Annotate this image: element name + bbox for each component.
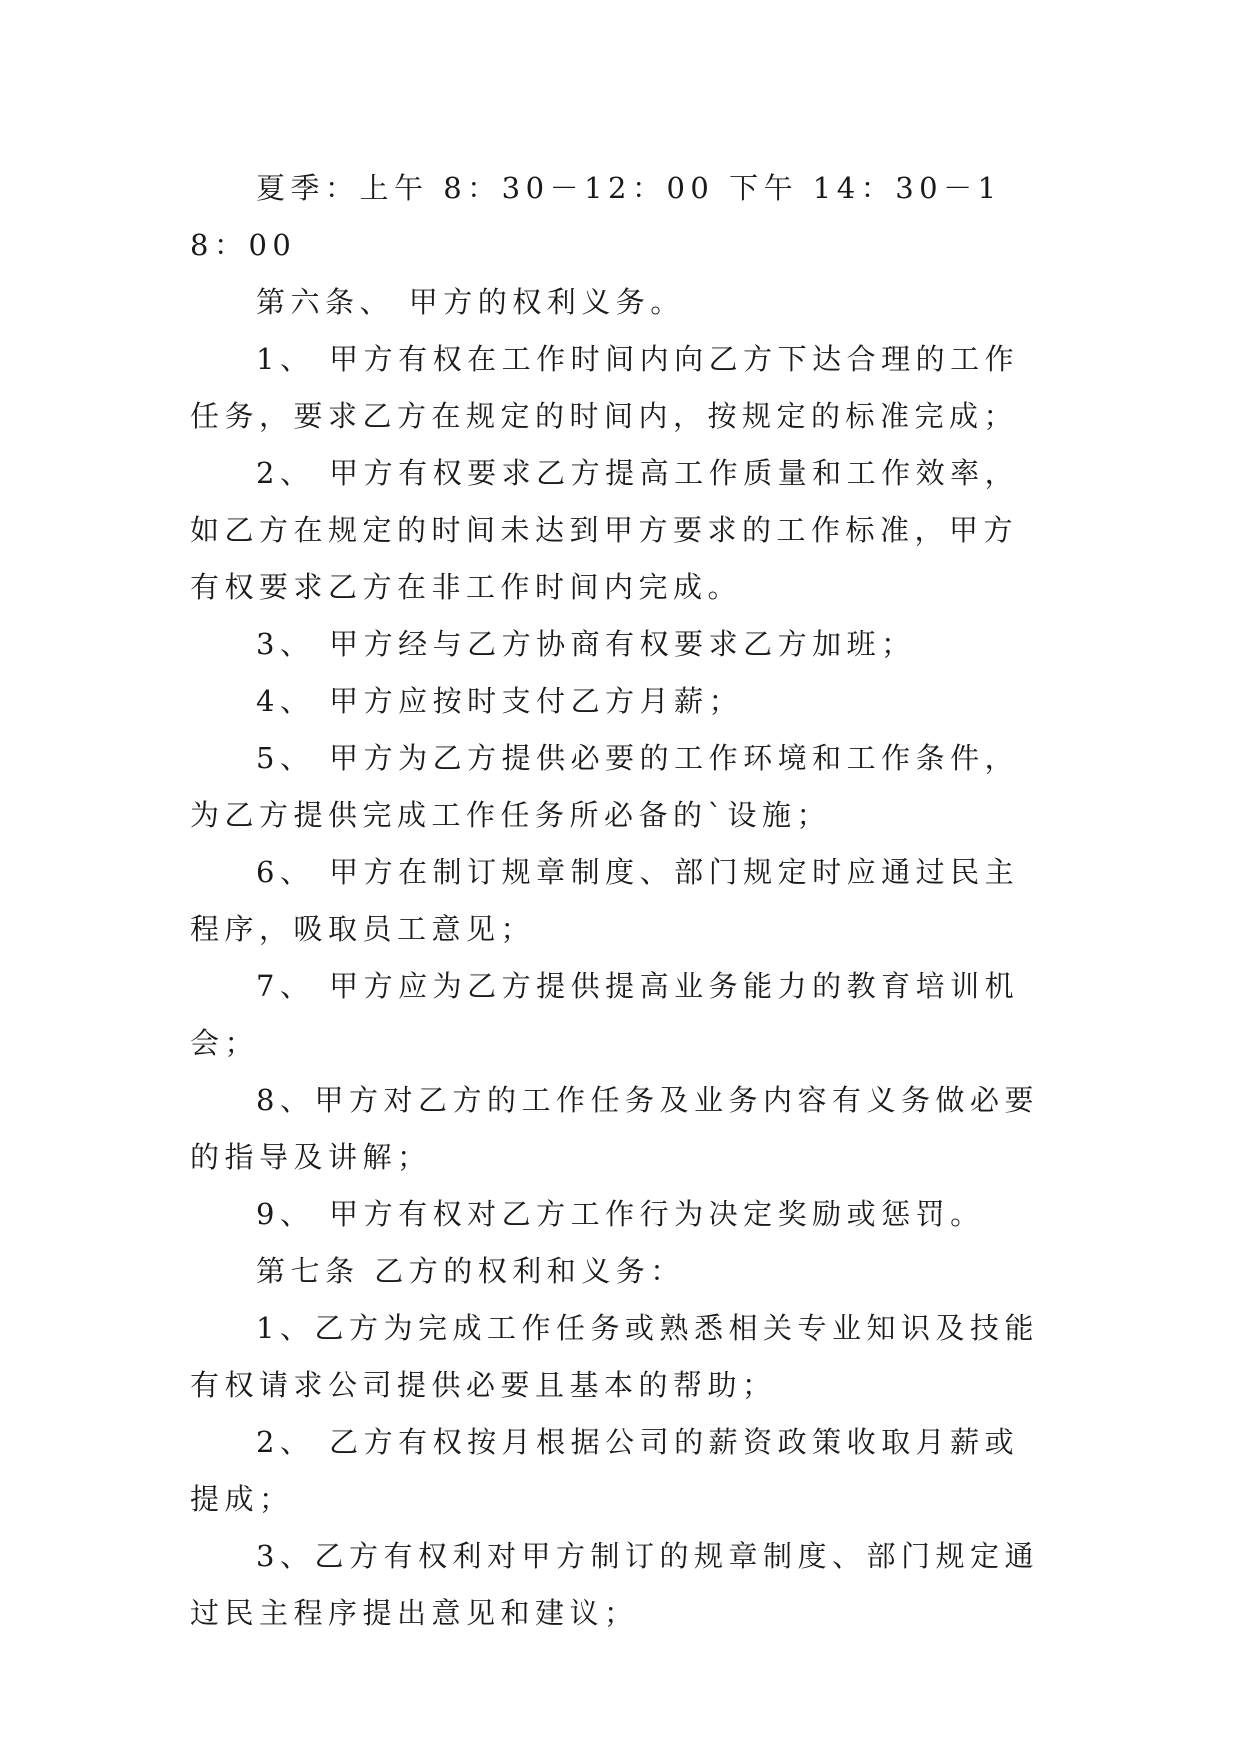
paragraph-summer-hours: 夏季：上午 8：30－12：00 下午 14：30－18：00 bbox=[190, 171, 1002, 262]
paragraph-a6-item-6: 6、 甲方在制订规章制度、部门规定时应通过民主程序，吸取员工意见； bbox=[190, 855, 1020, 946]
paragraph-a7-item-1: 1、乙方为完成工作任务或熟悉相关专业知识及技能有权请求公司提供必要且基本的帮助； bbox=[190, 1311, 1039, 1402]
paragraph-a6-item-4: 4、 甲方应按时支付乙方月薪； bbox=[256, 684, 744, 718]
heading-article-7: 第七条 乙方的权利和义务： bbox=[256, 1254, 685, 1288]
paragraph-a7-item-2: 2、 乙方有权按月根据公司的薪资政策收取月薪或提成； bbox=[190, 1425, 1020, 1516]
paragraph-a6-item-5: 5、 甲方为乙方提供必要的工作环境和工作条件，为乙方提供完成工作任务所必备的`设施； bbox=[190, 741, 1020, 832]
paragraph-a6-item-3: 3、 甲方经与乙方协商有权要求乙方加班； bbox=[256, 627, 916, 661]
heading-article-6: 第六条、 甲方的权利义务。 bbox=[256, 285, 685, 319]
paragraph-a6-item-7: 7、 甲方应为乙方提供提高业务能力的教育培训机会； bbox=[190, 969, 1020, 1060]
document-page bbox=[190, 160, 1052, 1642]
paragraph-a6-item-1: 1、 甲方有权在工作时间内向乙方下达合理的工作任务，要求乙方在规定的时间内，按规定的标准完成； bbox=[190, 342, 1020, 433]
paragraph-a6-item-8: 8、甲方对乙方的工作任务及业务内容有义务做必要的指导及讲解； bbox=[190, 1083, 1039, 1174]
paragraph-a6-item-9: 9、 甲方有权对乙方工作行为决定奖励或惩罚。 bbox=[256, 1197, 985, 1231]
paragraph-a7-item-3: 3、乙方有权利对甲方制订的规章制度、部门规定通过民主程序提出意见和建议； bbox=[190, 1539, 1039, 1630]
paragraph-a6-item-2: 2、 甲方有权要求乙方提高工作质量和工作效率，如乙方在规定的时间未达到甲方要求的工作标准，甲方有权要求乙方在非工作时间内完成。 bbox=[190, 456, 1020, 604]
